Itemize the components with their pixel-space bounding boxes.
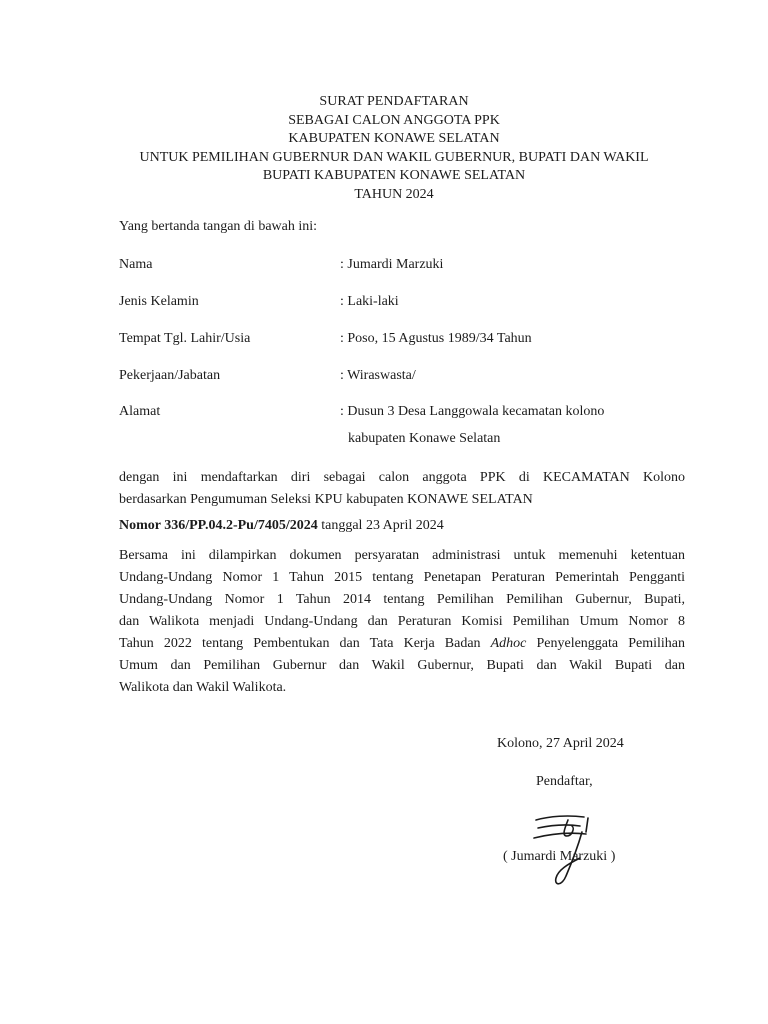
sign-place-date: Kolono, 27 April 2024 [497,736,624,751]
announcement-number [119,518,444,534]
title-line: KABUPATEN KONAWE SELATAN [288,131,500,146]
paragraph-line: Undang-Undang Nomor 1 Tahun 2014 tentang Pemilihan Pemilihan Gubernur, Bupati, [119,592,685,607]
field-value: kabupaten Konawe Selatan [348,431,501,446]
field-value: : Wiraswasta/ [340,368,416,383]
field-value: : Laki-laki [340,294,399,309]
attachment-paragraph [119,545,685,699]
title-line: SURAT PENDAFTARAN [319,94,469,109]
paragraph-line: Bersama ini dilampirkan dokumen persyaratan administrasi untuk memenuhi ketentuan [119,548,685,563]
field-label: Alamat [119,404,161,419]
paragraph-line: Walikota dan Wakil Walikota. [119,680,287,695]
field-value: : Jumardi Marzuki [340,257,444,272]
intro-text: Yang bertanda tangan di bawah ini: [119,219,318,234]
signer-name: ( Jumardi Marzuki ) [503,849,616,864]
paragraph-line: Undang-Undang Nomor 1 Tahun 2015 tentang Penetapan Peraturan Pemerintah Pengganti [119,570,685,585]
field-value: : Dusun 3 Desa Langgowala kecamatan kolono [340,404,605,419]
paragraph-line: Umum dan Pemilihan Gubernur dan Wakil Gubernur, Bupati dan Wakil Bupati dan [119,658,685,673]
title-line: TAHUN 2024 [354,186,434,202]
paragraph-line [119,633,685,655]
field-value: : Poso, 15 Agustus 1989/34 Tahun [340,331,532,346]
announcement-number-bold: Nomor 336/PP.04.2-Pu/7405/2024 [119,518,318,533]
field-label: Nama [119,257,153,272]
title-line: BUPATI KABUPATEN KONAWE SELATAN [262,168,526,183]
paragraph-segment: Tahun 2022 tentang Pembentukan dan Tata Kerja Badan [119,636,491,651]
title-line: UNTUK PEMILIHAN GUBERNUR DAN WAKIL GUBERNUR, BUPATI DAN WAKIL [139,149,649,165]
field-label: Tempat Tgl. Lahir/Usia [119,331,251,346]
field-label: Pekerjaan/Jabatan [119,368,221,383]
paragraph-line: dengan ini mendaftarkan diri sebagai calon anggota PPK di KECAMATAN Kolono [119,470,685,485]
announcement-date: tanggal 23 April 2024 [317,518,444,533]
declaration-paragraph [119,467,685,511]
field-label: Jenis Kelamin [119,294,199,309]
title-line: SEBAGAI CALON ANGGOTA PPK [288,112,500,128]
paragraph-line: berdasarkan Pengumuman Seleksi KPU kabupaten KONAWE SELATAN [119,492,533,507]
document-title [60,93,728,204]
paragraph-line: dan Walikota menjadi Undang-Undang dan Peraturan Komisi Pemilihan Umum Nomor 8 [119,614,685,629]
paragraph-segment: Penyelenggata Pemilihan [526,636,685,651]
sign-role: Pendaftar, [536,774,593,789]
paragraph-italic: Adhoc [490,636,527,651]
